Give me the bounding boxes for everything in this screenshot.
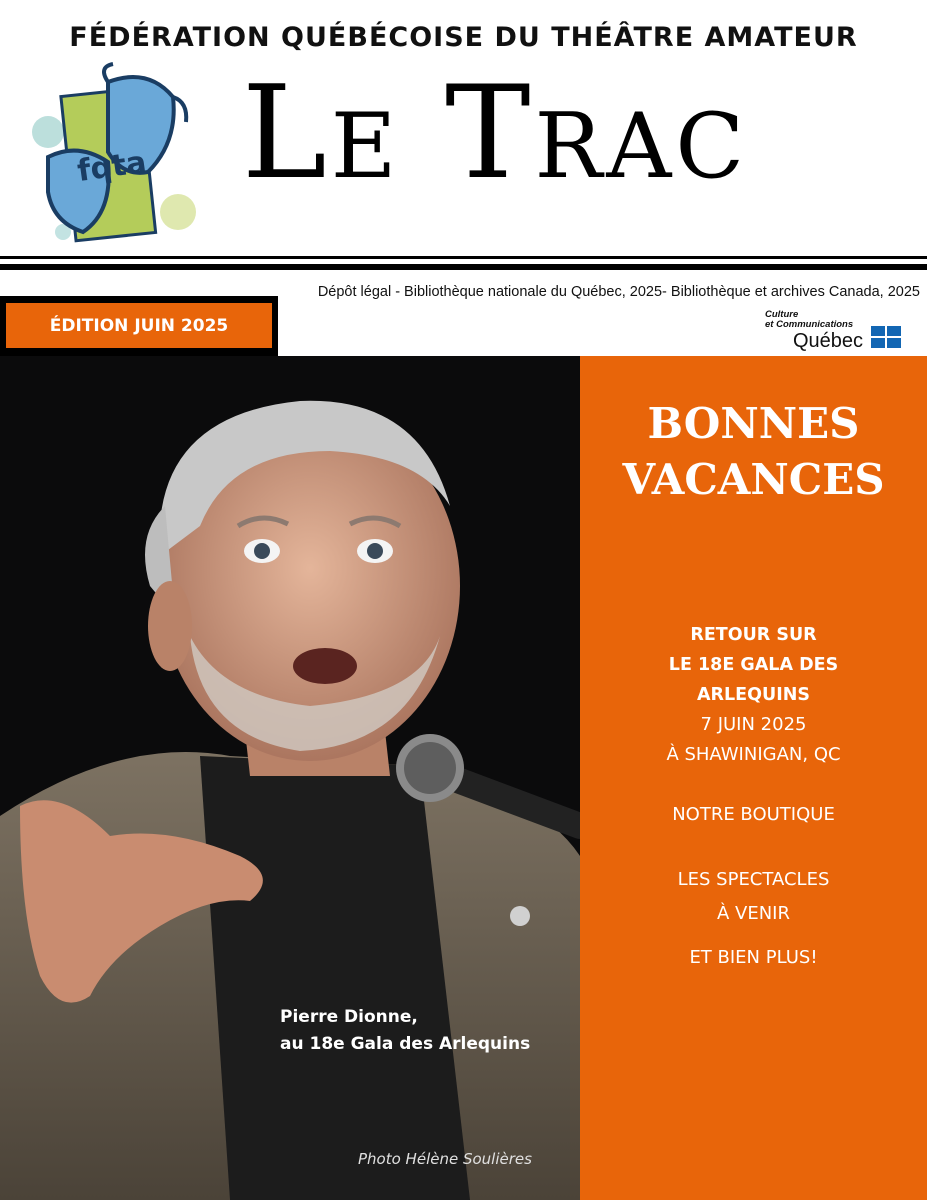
- sponsor-line1: Culture: [765, 309, 799, 320]
- spectacles-line1: LES SPECTACLES: [677, 869, 830, 890]
- headline: [580, 396, 927, 508]
- headline-line1: BONNES: [647, 399, 860, 448]
- quebec-flag-icon: [871, 326, 901, 348]
- photo-credit: Photo Hélène Soulières: [358, 1150, 532, 1168]
- logo-text: fqta: [75, 144, 149, 190]
- boutique-item: NOTRE BOUTIQUE: [672, 804, 835, 825]
- sponsor-line2: et Communications: [765, 319, 854, 330]
- cover-photo: [0, 356, 580, 1200]
- feature-details: [580, 710, 927, 770]
- sponsor-name: Québec: [793, 330, 864, 352]
- quebec-sponsor-logo: [765, 310, 905, 352]
- organization-name: FÉDÉRATION QUÉBÉCOISE DU THÉÂTRE AMATEUR: [69, 22, 858, 53]
- fqta-logo-icon: [28, 62, 203, 252]
- feature-place: À SHAWINIGAN, QC: [666, 744, 841, 765]
- feature-date: 7 JUIN 2025: [700, 714, 807, 735]
- header-rule-top: [0, 256, 927, 259]
- speaker-illustration: [0, 356, 580, 1200]
- feature-line2: LE 18E GALA DES: [668, 655, 839, 675]
- edition-badge: ÉDITION JUIN 2025: [6, 303, 272, 348]
- photo-caption-line2: au 18e Gala des Arlequins: [280, 1034, 531, 1054]
- more-item: ET BIEN PLUS!: [689, 947, 818, 968]
- feature-line1: RETOUR SUR: [690, 625, 817, 645]
- headline-line2: VACANCES: [622, 455, 885, 504]
- photo-caption-line1: Pierre Dionne,: [280, 1007, 418, 1027]
- spectacles-line2: À VENIR: [716, 903, 790, 924]
- header-rule-bottom: [0, 264, 927, 270]
- legal-notice: Dépôt légal - Bibliothèque nationale du Québec, 2025- Bibliothèque et archives Canada, 2025: [317, 284, 920, 300]
- feature-line3: ARLEQUINS: [697, 685, 810, 705]
- masthead-title: Le Trac: [241, 59, 749, 208]
- feature-title: [580, 620, 927, 710]
